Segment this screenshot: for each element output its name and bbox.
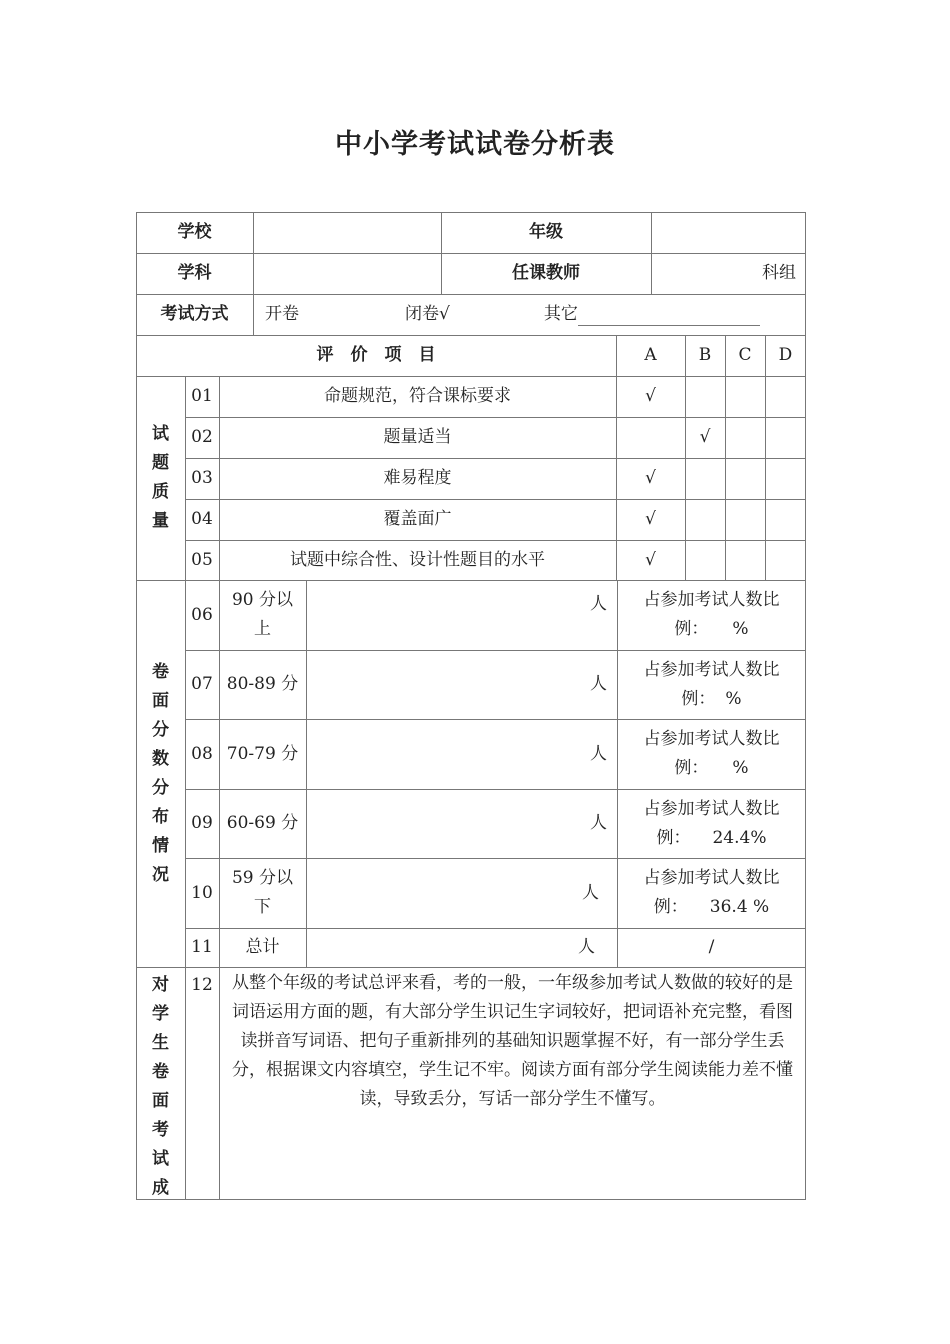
option-open-book[interactable]: 开卷 xyxy=(265,304,299,324)
row-number: 03 xyxy=(191,468,213,488)
person-unit: 人 xyxy=(590,674,607,694)
person-count[interactable] xyxy=(306,580,617,650)
option-closed-book[interactable]: 闭卷 xyxy=(405,304,439,324)
teacher-value[interactable] xyxy=(651,253,806,294)
grade-col-b: B xyxy=(698,345,712,365)
grade-value[interactable] xyxy=(651,212,806,253)
ratio-value[interactable]: 24.4% xyxy=(712,827,767,848)
score-range: 60-69 分 xyxy=(226,813,299,833)
score-range: 80-89 分 xyxy=(226,674,299,694)
mark-a[interactable]: √ xyxy=(645,549,656,570)
analysis-table xyxy=(136,212,806,1200)
exam-mode-label: 考试方式 xyxy=(160,304,229,324)
subject-value[interactable] xyxy=(253,253,441,294)
grade-col-c: C xyxy=(738,345,752,365)
page-title: 中小学考试试卷分析表 xyxy=(335,129,615,160)
ratio-value[interactable]: % xyxy=(732,758,749,778)
mark-b[interactable] xyxy=(685,458,725,499)
person-count[interactable] xyxy=(306,789,617,858)
exam-mode-options xyxy=(253,294,806,335)
grade-col-a: A xyxy=(644,345,657,365)
person-count[interactable] xyxy=(306,858,617,928)
person-count[interactable] xyxy=(306,650,617,719)
quality-item: 试题中综合性、设计性题目的水平 xyxy=(290,549,545,570)
row-number: 09 xyxy=(191,813,213,833)
option-other[interactable]: 其它 xyxy=(543,304,578,324)
mark-c[interactable] xyxy=(725,417,765,458)
analysis-section-label: 对 学 生 卷 面 考 试 成 xyxy=(152,975,169,1198)
quality-section-label: 试 题 质 量 xyxy=(152,424,169,531)
row-number: 12 xyxy=(191,975,213,995)
teacher-label: 任课教师 xyxy=(512,263,580,283)
mark-d[interactable] xyxy=(765,499,806,540)
mark-b[interactable] xyxy=(685,499,725,540)
analysis-text: 从整个年级的考试总评来看，考的一般，一年级参加考试人数做的较好的是词语运用方面的题，有大部分学生识记生字词较好，把词语补充完整，看图读拼音写词语、把句子重新排列的基础知识题掌握不好，有一部分学生丢分，根据课文内容填空，学生记不牢。阅读方面有部分学生阅读能力差不懂读，导致丢分，写话一部分学生不懂写。 xyxy=(232,973,793,1109)
row-number: 10 xyxy=(191,882,213,903)
subject-label: 学科 xyxy=(177,263,212,283)
mark-d[interactable] xyxy=(765,540,806,580)
score-section-label: 卷 面 分 数 分 布 情 况 xyxy=(152,661,169,885)
mark-a[interactable]: √ xyxy=(645,468,656,488)
ratio-value[interactable]: % xyxy=(725,688,742,709)
mark-a[interactable]: √ xyxy=(645,509,656,529)
mark-a[interactable]: √ xyxy=(645,386,656,406)
ratio-cell: 占参加考试人数比 例： 36.4 % xyxy=(617,858,806,928)
mark-c[interactable] xyxy=(725,458,765,499)
mark-c[interactable] xyxy=(725,499,765,540)
row-number: 06 xyxy=(191,604,213,625)
person-unit: 人 xyxy=(582,882,599,903)
row-number: 05 xyxy=(191,549,213,570)
mark-c[interactable] xyxy=(725,540,765,580)
person-unit: 人 xyxy=(590,594,607,614)
ratio-cell: 占参加考试人数比 例： % xyxy=(617,719,806,789)
table-border-bottom xyxy=(136,1199,806,1200)
row-number: 07 xyxy=(191,674,213,694)
ratio-value[interactable]: % xyxy=(732,619,749,639)
mark-a[interactable] xyxy=(616,417,685,458)
closed-book-check: √ xyxy=(439,304,450,324)
score-range: 70-79 分 xyxy=(226,743,299,764)
score-range: 90 分以 上 xyxy=(231,590,294,639)
person-unit: 人 xyxy=(578,937,595,957)
mark-c[interactable] xyxy=(725,376,765,417)
row-number: 11 xyxy=(191,937,213,957)
total-label: 总计 xyxy=(245,937,280,957)
grade-label: 年级 xyxy=(529,222,563,242)
quality-item: 覆盖面广 xyxy=(383,509,452,529)
school-value[interactable] xyxy=(253,212,441,253)
mark-b[interactable] xyxy=(685,540,725,580)
row-number: 08 xyxy=(191,743,213,764)
mark-d[interactable] xyxy=(765,458,806,499)
row-number: 02 xyxy=(191,427,213,447)
quality-item: 题量适当 xyxy=(383,427,452,447)
person-count[interactable] xyxy=(306,719,617,789)
row-number: 04 xyxy=(191,509,213,529)
mark-b[interactable]: √ xyxy=(699,427,711,447)
school-label: 学校 xyxy=(177,222,212,242)
quality-item: 命题规范，符合课标要求 xyxy=(324,386,511,406)
quality-item: 难易程度 xyxy=(383,468,452,488)
ratio-cell: 占参加考试人数比 例： % xyxy=(617,580,806,650)
total-ratio: / xyxy=(708,937,715,957)
ratio-cell: 占参加考试人数比 例： 24.4% xyxy=(617,789,806,858)
other-blank[interactable] xyxy=(578,303,760,326)
score-range: 59 分以 下 xyxy=(231,868,294,917)
mark-d[interactable] xyxy=(765,417,806,458)
row-number: 01 xyxy=(191,386,213,406)
total-count[interactable] xyxy=(306,928,617,967)
teacher-suffix: 科组 xyxy=(762,263,796,283)
ratio-value[interactable]: 36.4 % xyxy=(709,897,770,917)
grade-col-d: D xyxy=(778,345,793,365)
person-unit: 人 xyxy=(590,743,607,764)
eval-header: 评 价 项 目 xyxy=(316,345,436,365)
mark-b[interactable] xyxy=(685,376,725,417)
ratio-cell: 占参加考试人数比 例： % xyxy=(617,650,806,719)
mark-d[interactable] xyxy=(765,376,806,417)
person-unit: 人 xyxy=(590,813,607,833)
